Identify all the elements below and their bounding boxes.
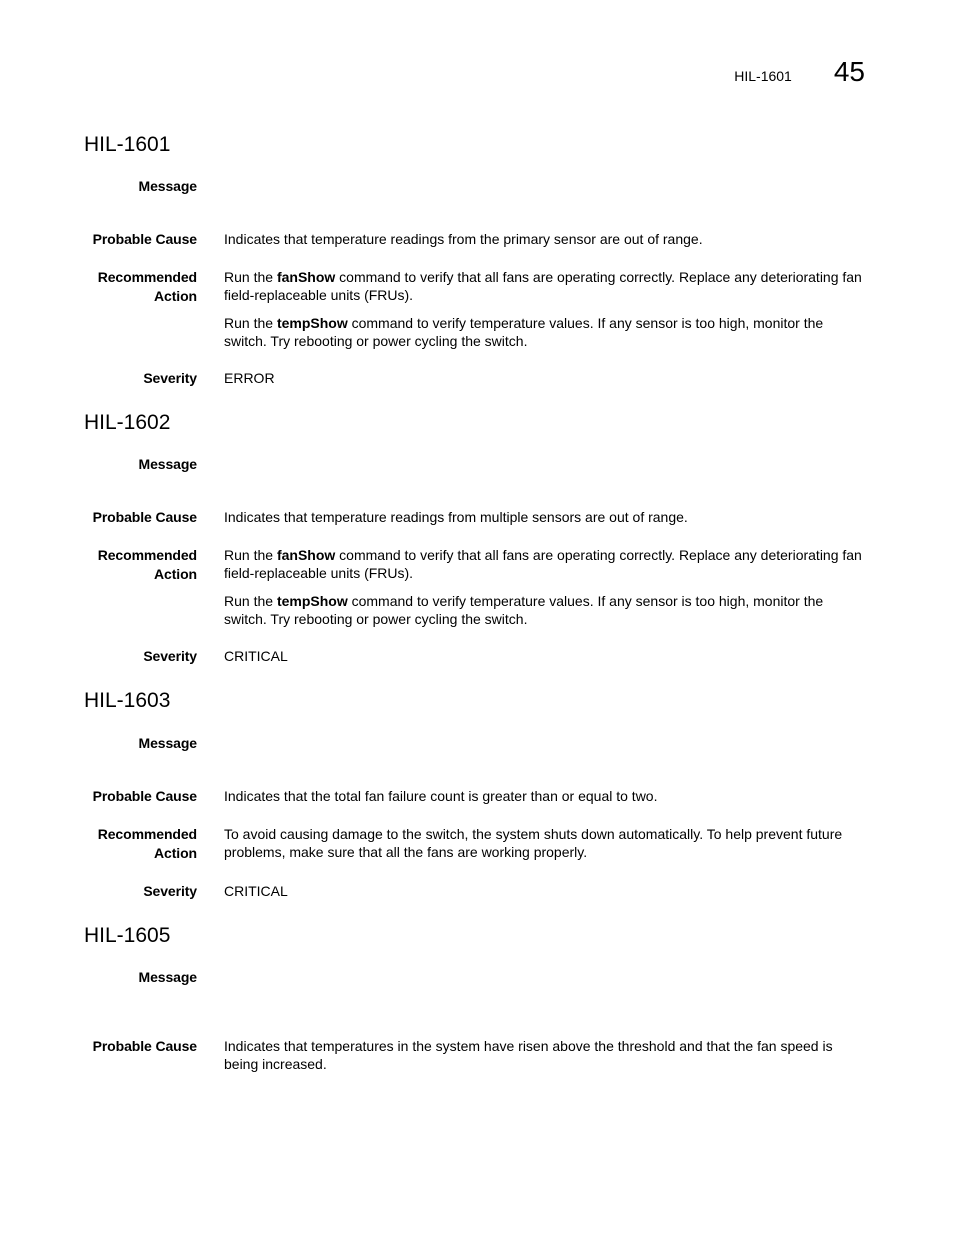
section-hil-1601	[84, 132, 868, 388]
severity-label: Severity	[143, 648, 197, 665]
probable-cause-row	[84, 787, 868, 806]
action-text: Run the	[224, 315, 277, 332]
message-row	[84, 734, 868, 753]
message-row	[84, 177, 868, 196]
recommended-label-line1: Recommended	[97, 269, 197, 286]
probable-cause-label: Probable Cause	[92, 787, 197, 804]
action-paragraph	[224, 592, 868, 628]
section-hil-1603	[84, 688, 868, 900]
recommended-action-row	[84, 825, 868, 863]
message-value	[224, 734, 868, 753]
probable-cause-text: Indicates that temperature readings from multiple sensors are out of range.	[224, 509, 688, 526]
severity-label: Severity	[143, 370, 197, 387]
action-paragraph	[224, 268, 868, 304]
action-text: command to verify temperature values. If any sensor is too high, monitor the switch. Try rebooting or power cycling the switch.	[224, 593, 824, 628]
command-tempshow: tempShow	[276, 315, 348, 332]
probable-cause-label: Probable Cause	[92, 509, 197, 526]
probable-cause-label: Probable Cause	[92, 1037, 197, 1054]
command-tempshow: tempShow	[276, 593, 348, 610]
probable-cause-row	[84, 230, 868, 249]
message-value	[224, 968, 868, 987]
severity-value: CRITICAL	[224, 882, 288, 899]
page-content	[84, 132, 868, 1095]
message-label: Message	[138, 178, 197, 195]
severity-value: CRITICAL	[224, 648, 288, 665]
recommended-label-line2: Action	[154, 288, 197, 305]
probable-cause-text: Indicates that temperatures in the system have risen above the threshold and that the fan speed is being increased.	[224, 1037, 833, 1072]
severity-row	[84, 369, 868, 388]
severity-row	[84, 882, 868, 901]
probable-cause-text: Indicates that the total fan failure count is greater than or equal to two.	[224, 787, 658, 804]
recommended-label-line2: Action	[154, 844, 197, 861]
message-label: Message	[138, 968, 197, 985]
running-header	[734, 56, 865, 88]
probable-cause-text: Indicates that temperature readings from the primary sensor are out of range.	[224, 231, 703, 248]
message-label: Message	[138, 456, 197, 473]
recommended-label-line1: Recommended	[97, 547, 197, 564]
severity-label: Severity	[143, 882, 197, 899]
recommended-label-line2: Action	[154, 566, 197, 583]
section-title: HIL-1603	[84, 689, 171, 713]
command-fanshow: fanShow	[276, 547, 336, 564]
recommended-action-text: To avoid causing damage to the switch, the system shuts down automatically. To help prevent future problems, make sure that all the fans are working properly.	[224, 825, 843, 860]
action-text: command to verify that all fans are operating correctly. Replace any deteriorating fan field-replaceable units (FRUs).	[224, 269, 862, 304]
message-row	[84, 968, 868, 987]
action-text: Run the	[224, 269, 277, 286]
recommended-action-text	[224, 268, 868, 350]
probable-cause-label: Probable Cause	[92, 231, 197, 248]
severity-row	[84, 647, 868, 666]
action-paragraph	[224, 546, 868, 582]
recommended-action-row	[84, 268, 868, 350]
severity-value: ERROR	[224, 370, 275, 387]
message-value	[224, 177, 868, 196]
recommended-action-label	[84, 825, 197, 863]
probable-cause-row	[84, 1037, 868, 1073]
section-hil-1602	[84, 410, 868, 666]
message-value	[224, 455, 868, 474]
recommended-action-label	[84, 546, 197, 628]
action-text: command to verify temperature values. If any sensor is too high, monitor the switch. Try rebooting or power cycling the switch.	[224, 315, 824, 350]
section-title: HIL-1602	[84, 411, 171, 435]
section-title: HIL-1605	[84, 923, 171, 947]
section-hil-1605	[84, 923, 868, 1073]
running-title: HIL-1601	[734, 68, 792, 84]
action-text: Run the	[224, 593, 277, 610]
chapter-number: 45	[833, 56, 865, 87]
action-paragraph	[224, 314, 868, 350]
recommended-action-text	[224, 546, 868, 628]
probable-cause-row	[84, 508, 868, 527]
action-text: Run the	[224, 547, 277, 564]
message-row	[84, 455, 868, 474]
command-fanshow: fanShow	[276, 269, 336, 286]
message-label: Message	[138, 734, 197, 751]
recommended-action-label	[84, 268, 197, 350]
recommended-action-row	[84, 546, 868, 628]
action-text: command to verify that all fans are operating correctly. Replace any deteriorating fan field-replaceable units (FRUs).	[224, 547, 862, 582]
section-title: HIL-1601	[84, 133, 171, 156]
recommended-label-line1: Recommended	[97, 825, 197, 842]
